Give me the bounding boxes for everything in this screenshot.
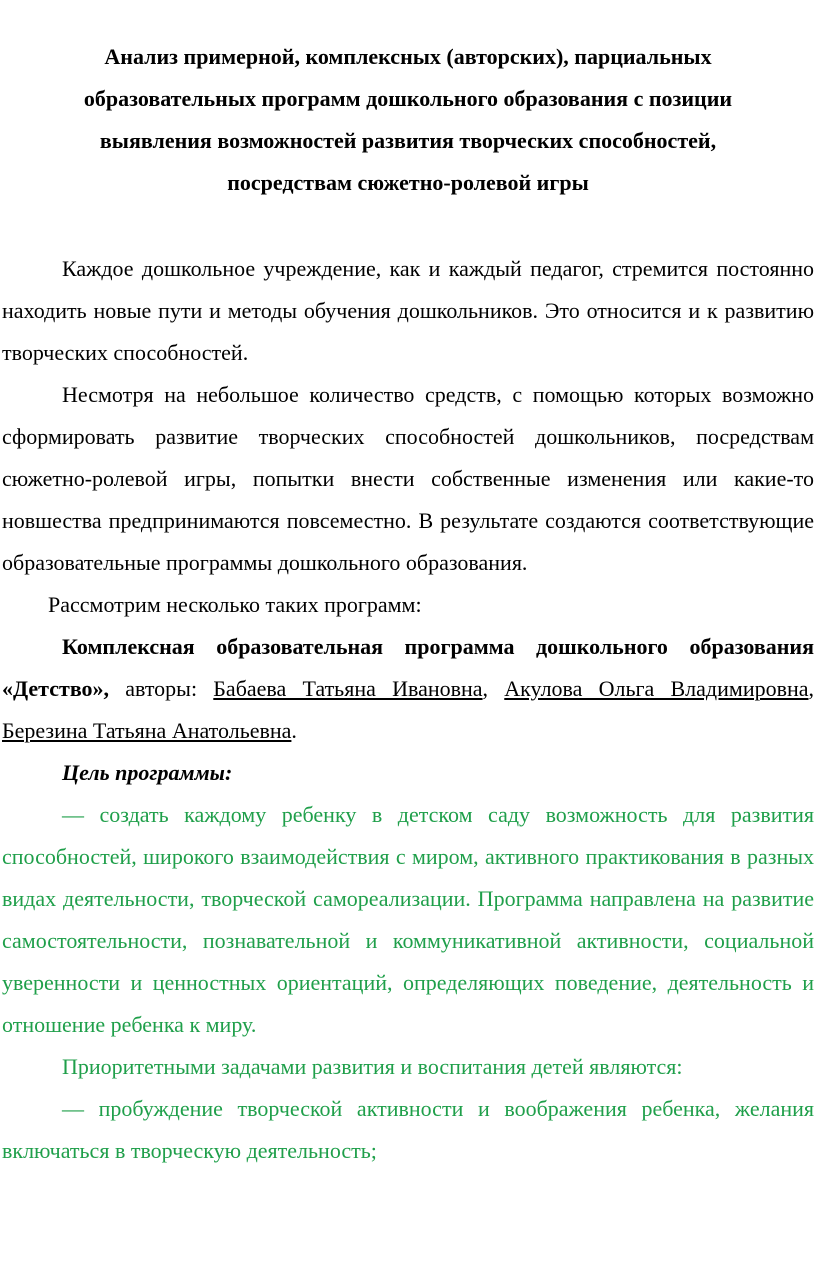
document-title [2, 36, 814, 204]
goal-heading-text: Цель программы: [62, 760, 233, 785]
authors-label: авторы: [109, 676, 214, 701]
title-line-4: посредствам сюжетно-ролевой игры [227, 170, 589, 195]
author-separator-1: , [482, 676, 505, 701]
paragraph-means: Несмотря на небольшое количество средств, с помощью которых возможно сформировать развитие творческих способностей дошкольников, посредствам сюжетно-ролевой игры, попытки внести собственные изменения или какие-то новшества предпринимаются повсеместно. В результате создаются соответствующие образовательные программы дошкольного образования. [2, 382, 814, 575]
author-link-berezina[interactable]: Березина Татьяна Анатольевна [2, 718, 292, 743]
paragraph-program-detstvo [2, 626, 814, 752]
title-line-1: Анализ примерной, комплексных (авторских), парциальных [104, 44, 712, 69]
title-line-2: образовательных программ дошкольного образования с позиции [83, 86, 733, 111]
paragraph-intro: Каждое дошкольное учреждение, как и каждый педагог, стремится постоянно находить новые пути и методы обучения дошкольников. Это относится и к развитию творческих способностей. [2, 256, 814, 365]
paragraph-programs-intro: Рассмотрим несколько таких программ: [48, 592, 422, 617]
goal-text: — создать каждому ребенку в детском саду возможность для развития способностей, широкого взаимодействия с миром, активного практикования в разных видах деятельности, творческой самореализации. Программа направлена на развитие самостоятельности, познавательной и коммуникативной активности, социальной уверенности и ценностных ориентаций, определяющих поведение, деятельность и отношение ребенка к миру. [2, 802, 814, 1037]
task-item-1: — пробуждение творческой активности и воображения ребенка, желания включаться в творческую деятельность; [2, 1096, 814, 1163]
tasks-heading: Приоритетными задачами развития и воспитания детей являются: [62, 1054, 683, 1079]
author-separator-2: , [808, 676, 815, 701]
authors-end: . [291, 718, 297, 743]
goal-heading [2, 752, 814, 794]
program-name: Комплексная образовательная программа дошкольного образования «Детство», [2, 634, 814, 701]
title-line-3: выявления возможностей развития творческих способностей, [99, 128, 717, 153]
author-link-akulova[interactable]: Акулова Ольга Владимировна [504, 676, 809, 701]
author-link-babaeva[interactable]: Бабаева Татьяна Ивановна [213, 676, 483, 701]
